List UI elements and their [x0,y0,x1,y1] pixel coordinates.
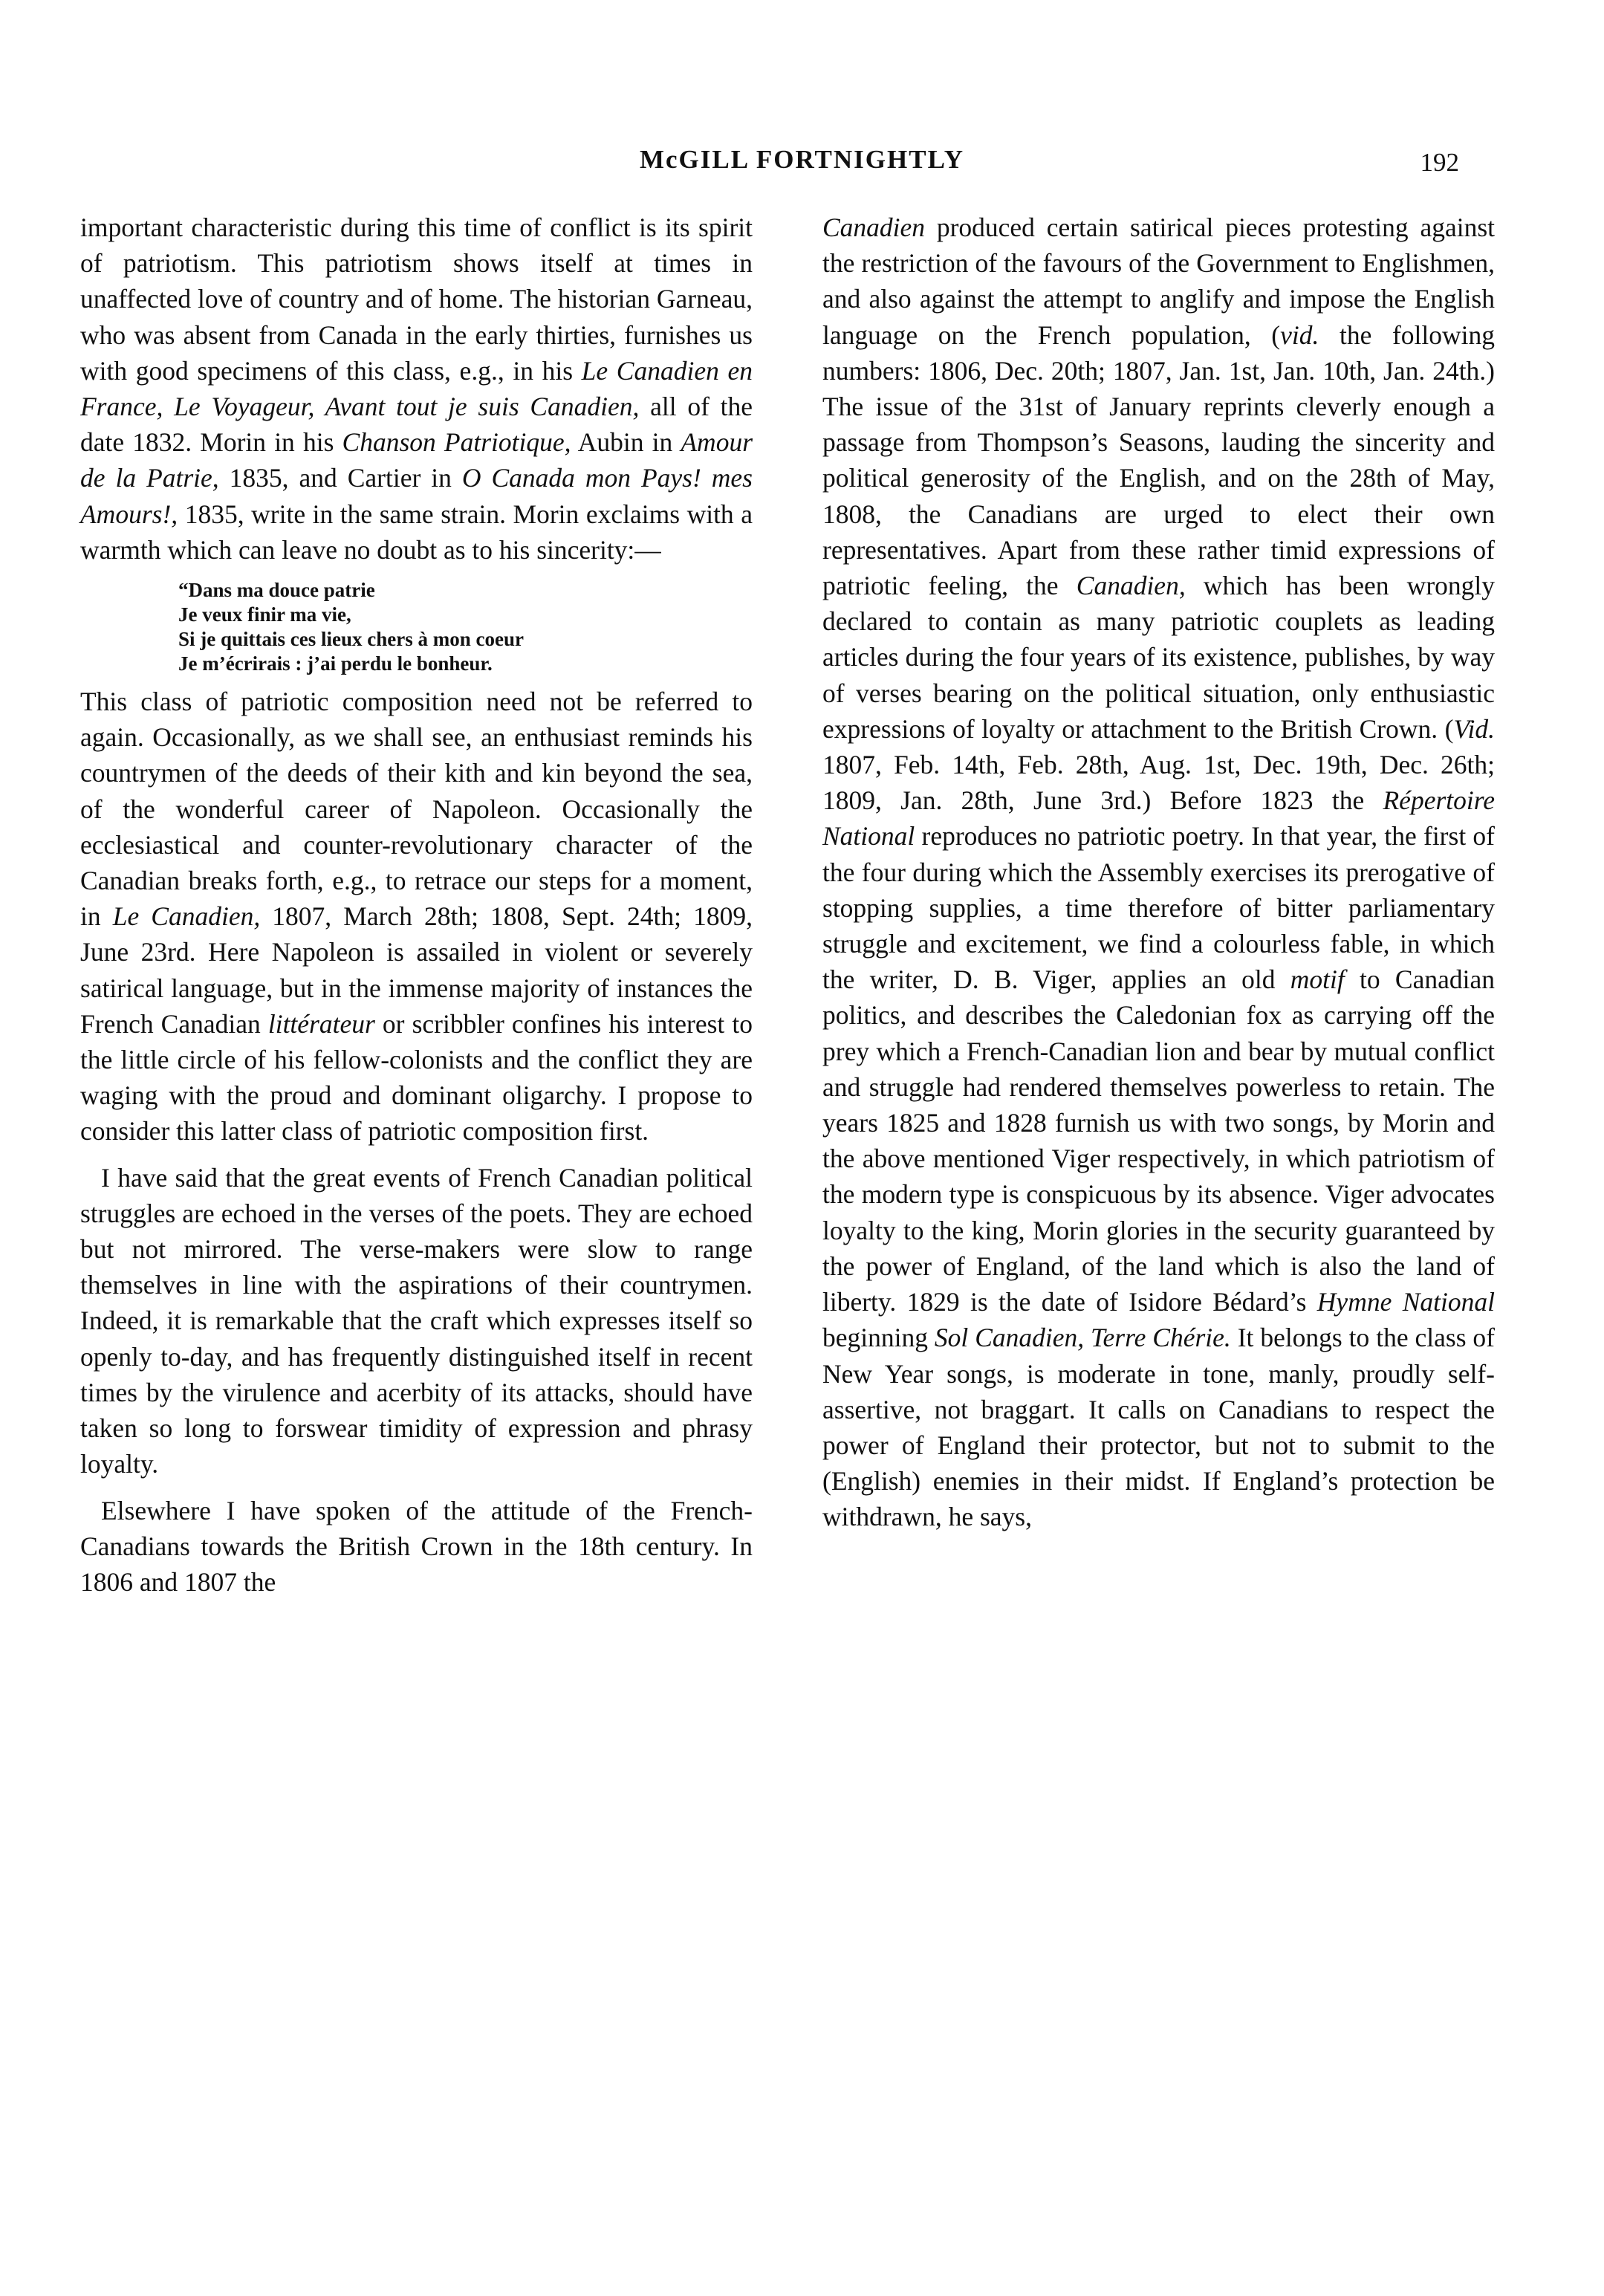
italic-title: Amour de la Patrie, [80,427,753,493]
text-run: reproduces no patriotic poetry. In that year, the first of the four during which the Assembly exercises its prerogative of stopping supplies, a time therefore of bitter parliamentary struggle and excitement, we find a colourless fable, in which the writer, D. B. Viger, applies an old [822,821,1495,995]
running-head [0,145,1604,182]
poem-line: Je m’écrirais : j’ai perdu le bonheur. [178,652,493,675]
paragraph-3: I have said that the great events of French Canadian political struggles are echoed in the verses of the poets. They are echoed but not mirrored. The verse-makers were slow to range themselves in line with the aspirations of their countrymen. Indeed, it is remarkable that the craft which expresses itself so openly to-day, and has frequently distinguished itself in recent times by the virulence and acerbity of its attacks, should have taken so long to forswear timidity of expression and phrasy loyalty. [80,1162,753,1479]
italic-title: Le Canadien, [112,901,261,932]
paragraph-1 [80,210,753,568]
text-run: 1835, and Cartier in [218,463,462,493]
text-run: which has been wrongly declared to contain as many patriotic couplets as leading articles during the four years of its existence, publishes, by way of verses bearing on the political situation, only enthusiastic expressions of loyalty or attachment to the British Crown. ( [822,571,1496,744]
text-run: or scribbler confines his interest to the little circle of his fellow-colonists and the conflict they are waging with the proud and dominant oligarchy. I propose to consider this latter class of patriotic composition first. [80,1008,753,1147]
right-column [822,210,1495,1546]
italic-term: Vid. [1453,713,1495,744]
poem-line: “Dans ma douce patrie [178,579,375,602]
text-run: This class of patriotic composition need not be referred to again. Occasionally, as we shall see, an enthusiast reminds his countrymen of the deeds of their kith and kin beyond the sea, of the wonderful career of Napoleon. Occasionally the ecclesiastical and counter-revolutionary character of the Canadian breaks forth, e.g., to retrace our steps for a moment, in [80,687,753,932]
left-column [80,210,753,1610]
italic-title: Canadien [822,213,926,242]
italic-title: Hymne National [1316,1287,1495,1317]
italic-term: littérateur [267,1008,375,1039]
text-run: Aubin in [571,427,681,458]
italic-title: Le Canadien en France, Le Voyageur, Avant tout je suis Canadien, [80,355,753,422]
italic-title: Canadien, [1076,571,1186,601]
paragraph-4: Elsewhere I have spoken of the attitude of the French-Canadians towards the British Crown in the 18th century. In 1806 and 1807 the [80,1495,753,1597]
paragraph-5 [822,210,1495,1535]
journal-title: McGILL FORTNIGHTLY [639,145,964,174]
italic-title: Sol Canadien, Terre Chérie. [934,1323,1231,1353]
paragraph-2 [80,684,753,1149]
page-number: 192 [1420,148,1459,177]
poem-quote [178,578,753,676]
italic-title: O Canada mon Pays! mes Amours!, [80,463,753,529]
poem-line: Si je quittais ces lieux chers à mon coeur [178,628,524,651]
italic-term: vid. [1280,320,1319,350]
poem-line: Je veux finir ma vie, [178,603,351,626]
italic-title: Chanson Patriotique, [342,427,571,458]
text-run: to Canadian politics, and describes the Caledonian fox as carrying off the prey which a French-Canadian lion and bear by mutual conflict and struggle had rendered themselves powerless to retain. The years 1825 and 1828 furnish us with two songs, by Morin and the above mentioned Viger respectively, in which patriotism of the modern type is conspicuous by its absence. Viger advocates loyalty to the king, Morin glories in the security guaranteed by the power of England, of the land which is also the land of liberty. 1829 is the date of Isidore Bédard’s [822,964,1495,1317]
text-run: It belongs to the class of New Year songs, is moderate in tone, manly, proudly self-assertive, not braggart. It calls on Canadians to respect the power of England their protector, but not to submit to the (English) enemies in their midst. If England’s protection be withdrawn, he says, [822,1323,1496,1532]
text-run: produced certain satirical pieces protesting against the restriction of the favours of the Government to Englishmen, and also against the attempt to anglify and impose the English language on the French population, ( [822,213,1495,350]
text-run: all of the date 1832. Morin in his [80,392,753,458]
text-run: the following numbers: 1806, Dec. 20th; 1807, Jan. 1st, Jan. 10th, Jan. 24th.) The issue of the 31st of January reprints cleverly enough a passage from Thompson’s Seasons, lauding the sincerity and political generosity of the English, and on the 28th of May, 1808, the Canadians are urged to elect their own representatives. Apart from these rather timid expressions of patriotic feeling, the [822,320,1496,601]
text-run: important characteristic during this time of conflict is its spirit of patriotism. This patriotism shows itself at times in unaffected love of country and of home. The historian Garneau, who was absent from Canada in the early thirties, furnishes us with good specimens of this class, e.g., in his [80,213,753,386]
text-run: beginning [822,1323,935,1353]
italic-term: motif [1290,964,1345,995]
italic-title: Répertoire National [822,785,1495,852]
text-run: 1807, March 28th; 1808, Sept. 24th; 1809, June 23rd. Here Napoleon is assailed in violent or severely satirical language, but in the immense majority of instances the French Canadian [80,901,753,1039]
text-run: 1807, Feb. 14th, Feb. 28th, Aug. 1st, Dec. 19th, Dec. 26th; 1809, Jan. 28th, June 3rd.) Before 1823 the [822,750,1495,816]
text-run: 1835, write in the same strain. Morin exclaims with a warmth which can leave no doubt as to his sincerity:— [80,499,753,565]
